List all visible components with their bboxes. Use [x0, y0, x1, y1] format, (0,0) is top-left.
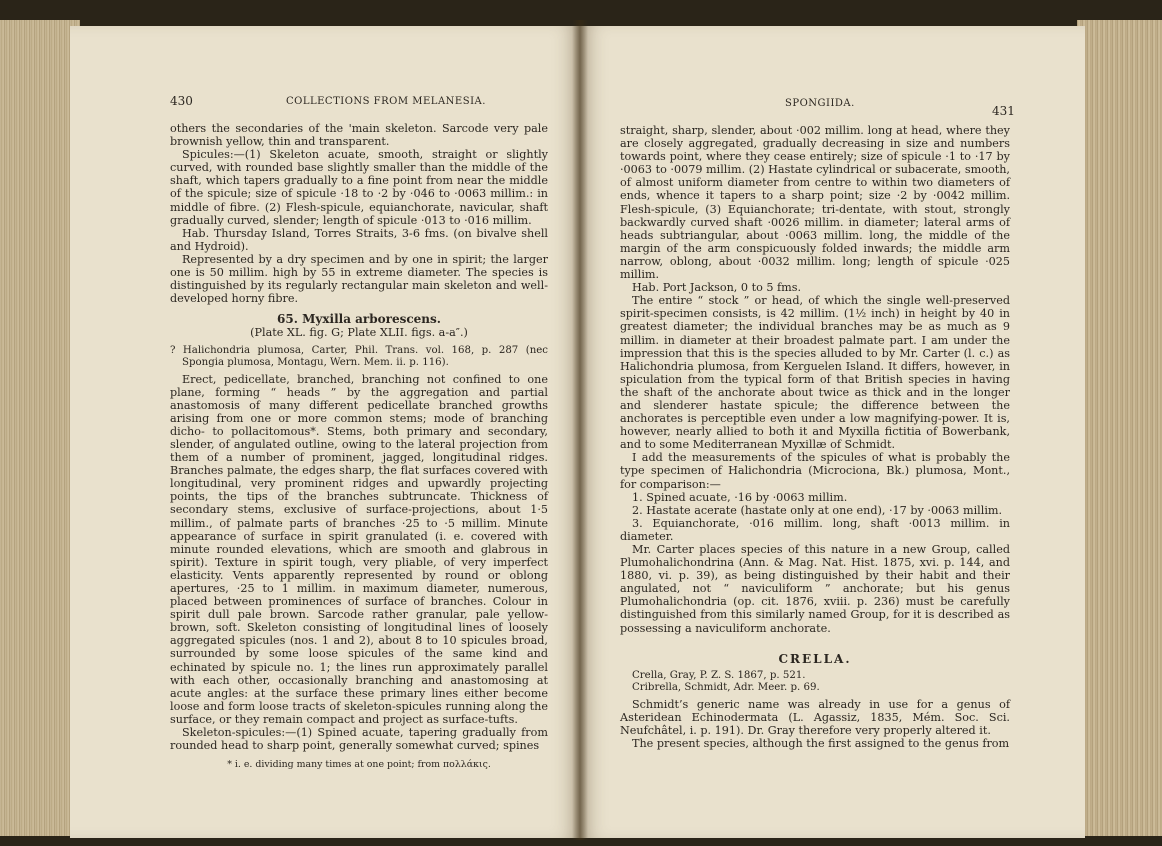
left-page	[70, 26, 580, 838]
synonym: ? Halichondria plumosa, Carter, Phil. Trans. vol. 168, p. 287 (nec Spongia plumosa, Montagu, Wern. Mem. ii. p. 116).	[170, 344, 548, 368]
paragraph: Hab. Port Jackson, 0 to 5 fms.	[632, 281, 802, 295]
page-number: 431	[992, 104, 1015, 118]
paragraph: others the secondaries of the 'main skeleton. Sarcode very pale brownish yellow, thin and transparent.	[170, 122, 548, 149]
page-number: 430	[170, 94, 193, 108]
page-stack-left	[0, 20, 80, 836]
running-head: COLLECTIONS FROM MELANESIA.	[286, 96, 486, 107]
paragraph: straight, sharp, slender, about ·002 millim. long at head, where they are closely aggregated, gradually decreasing in size and numbers towards point, where they cease entirely; size of spicule ·1 to ·17 by ·0063 to ·0079 millim. (2) Hastate cylindrical or subacerate, smooth, of almost uniform diameter from centre to within two diameters of ends, whence it tapers to a sharp point; size ·2 by ·0042 millim. Flesh-spicule, (3) Equianchorate; tri-dentate, with stout, strongly backwardly curved shaft ·0026 millim. in diameter; lateral arms of heads subtriangular, about ·0063 millim. long, the middle of the margin of the arm conspicuously folded inwards; the middle arm narrow, oblong, about ·0032 millim. long; length of spicule ·025 millim.	[620, 124, 1010, 282]
genus-synonym: Crella, Gray, P. Z. S. 1867, p. 521.	[632, 669, 806, 681]
genus-synonym: Cribrella, Schmidt, Adr. Meer. p. 69.	[632, 681, 820, 693]
list-item: 1. Spined acuate, ·16 by ·0063 millim.	[632, 490, 848, 504]
paragraph: The present species, although the first assigned to the genus from	[632, 737, 1010, 751]
paragraph: Spicules:—(1) Skeleton acuate, smooth, straight or slightly curved, with rounded base slightly smaller than the middle of the shaft, which tapers gradually to a fine point from near the middle of the spicule; size of spicule ·18 to ·2 by ·046 to ·0063 millim.: in middle of fibre. (2) Flesh-spicule, equianchorate, navicular, shaft gradually curved, slender; length of spicule ·013 to ·016 millim.	[170, 148, 548, 227]
plate-reference: (Plate XL. fig. G; Plate XLII. figs. a-a″.)	[250, 326, 468, 340]
genus-heading: CRELLA.	[778, 651, 852, 666]
paragraph: Mr. Carter places species of this nature in a new Group, called Plumohalichondrina (Ann. & Mag. Nat. Hist. 1875, xvi. p. 144, and 1880, vi. p. 39), as being distinguished by their habit and their angulated, not “ naviculiform ” anchorate; but his genus Plumohalichondria (op. cit. 1876, xviii. p. 236) must be carefully distinguished from this similarly named Group, for it is described as possessing a naviculiform anchorate.	[620, 543, 1010, 635]
book-gutter	[572, 20, 588, 840]
paragraph: Skeleton-spicules:—(1) Spined acuate, tapering gradually from rounded head to sharp point, generally somewhat curved; spines	[170, 726, 548, 753]
paragraph: Hab. Thursday Island, Torres Straits, 3-6 fms. (on bivalve shell and Hydroid).	[170, 226, 548, 253]
footnote: * i. e. dividing many times at one point; from πολλάκις.	[227, 759, 491, 771]
right-page	[580, 26, 1085, 838]
species-heading: 65. Myxilla arborescens.	[277, 312, 441, 327]
paragraph: Schmidt’s generic name was already in use for a genus of Asteridean Echinodermata (L. Agassiz, 1835, Mém. Soc. Sci. Neufchâtel, i. p. 191). Dr. Gray therefore very properly altered it.	[620, 697, 1010, 737]
list-item: 3. Equianchorate, ·016 millim. long, shaft ·0013 millim. in diameter.	[620, 516, 1010, 543]
page-stack-right	[1077, 20, 1162, 836]
list-item: 2. Hastate acerate (hastate only at one end), ·17 by ·0063 millim.	[632, 503, 1003, 517]
paragraph: The entire “ stock ” or head, of which the single well-preserved spirit-specimen consists, is 42 millim. (1½ inch) in height by 40 in greatest diameter; the individual branches may be as much as 9 millim. in diameter at their broadest palmate part. I am under the impression that this is the species alluded to by Mr. Carter (l. c.) as Halichondria plumosa, from Kerguelen Island. It differs, however, in spiculation from the typical form of that British species in having the shaft of the anchorate about twice as thick and in the longer and slenderer hastate spicule; the difference between the anchorates is perceptible even under a low magnifying-power. It is, however, nearly allied to both it and Myxilla fictitia of Bowerbank, and to some Mediterranean Myxillæ of Schmidt.	[620, 294, 1010, 452]
text-column	[170, 122, 548, 771]
text-column	[620, 124, 1010, 750]
paragraph: Represented by a dry specimen and by one in spirit; the larger one is 50 millim. high by 55 in extreme diameter. The species is distinguished by its regularly rectangular main skeleton and well-developed horny fibre.	[170, 252, 548, 306]
paragraph: Erect, pedicellate, branched, branching not confined to one plane, forming “ heads ” by the aggregation and partial anastomosis of many different pedicellate branched growths arising from one or more common stems; mode of branching dicho- to pollacitomous*. Stems, both primary and secondary, slender, of angulated outline, owing to the lateral projection from them of a number of prominent, jagged, longitudinal ridges. Branches palmate, the edges sharp, the flat surfaces covered with longitudinal, very prominent ridges and upwardly projecting points, the tips of the branches subtruncate. Thickness of secondary stems, exclusive of surface-projections, about 1·5 millim., of palmate parts of branches ·25 to ·5 millim. Minute appearance of surface in spirit granulated (i. e. covered with minute rounded elevations, which are smooth and glabrous in spirit). Texture in spirit tough, very pliable, of very imperfect elasticity. Vents apparently represented by round or oblong apertures, ·25 to 1 millim. in maximum diameter, numerous, placed between prominences of surface of branches. Colour in spirit dull pale brown. Sarcode rather granular, pale yellow-brown, soft. Skeleton consisting of longitudinal lines of loosely aggregated spicules (nos. 1 and 2), about 8 to 10 spicules broad, surrounded by some loose spicules of the same kind and echinated by spicule no. 1; the lines run approximately parallel with each other, occasionally branching and anastomosing at acute angles: at the surface these primary lines either become loose and form loose tracts of skeleton-spicules running along the surface, or they remain compact and project as surface-tufts.	[170, 372, 548, 726]
running-head: SPONGIIDA.	[785, 98, 855, 109]
paragraph: I add the measurements of the spicules of what is probably the type specimen of Halichondria (Microciona, Bk.) plumosa, Mont., for comparison:—	[620, 451, 1010, 491]
